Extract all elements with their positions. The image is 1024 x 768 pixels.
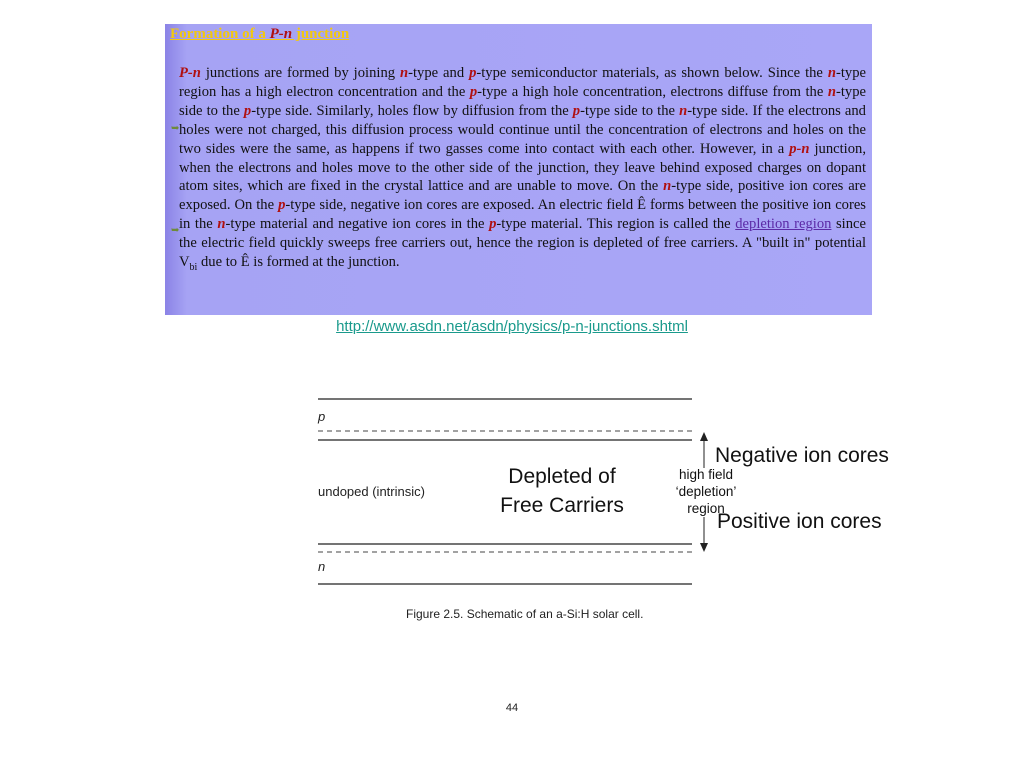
term-n: n: [663, 178, 672, 195]
term-p: p: [489, 216, 497, 233]
term-pn: p-n: [789, 140, 810, 157]
term-n: n: [679, 102, 688, 119]
panel-title-suffix: junction: [292, 26, 350, 42]
para-text: -type semiconductor materials, as shown below. Since the: [476, 65, 828, 81]
term-p: p: [469, 83, 478, 100]
term-n: n: [827, 65, 836, 81]
p-layer-label: p: [318, 409, 326, 424]
n-layer-label: n: [318, 559, 326, 574]
para-text: -type side to the: [580, 102, 680, 119]
term-n: n: [217, 216, 226, 233]
intrinsic-layer-label: undoped (intrinsic): [318, 484, 425, 499]
para-text: -type side, negative ion cores are exposed. An electric field Ê forms between the positive ion cores in the: [179, 197, 866, 233]
para-text: -type side. If the electrons and holes were not charged, this diffusion process would continue until the concentration of electrons and holes on the two sides were the same, as happens if two gasses come into contact with each other. However, in a: [179, 102, 866, 157]
negative-ion-cores-label: Negative ion cores: [715, 444, 889, 467]
subscript-bi: bi: [189, 261, 198, 273]
bullet-arrow-icon: ➥: [171, 123, 180, 134]
para-text: since the electric field quickly sweeps free carriers out, hence the region is depleted of free carriers. A "built in" potential V: [179, 216, 866, 271]
pn-junction-text-panel: [165, 24, 872, 315]
term-n: n: [399, 65, 409, 81]
term-p: p: [243, 102, 252, 119]
para-text: due to Ê is formed at the junction.: [197, 254, 400, 271]
high-field-line: region: [687, 501, 725, 516]
depleted-line: Depleted of: [508, 465, 616, 488]
para-text: junctions are formed by joining: [200, 65, 400, 81]
high-field-line: ‘depletion’: [675, 484, 737, 499]
panel-title: [170, 26, 349, 43]
figure-caption: Figure 2.5. Schematic of an a-Si:H solar cell.: [406, 607, 644, 621]
term-p: p: [572, 102, 581, 119]
para-text: -type material and negative ion cores in the: [225, 216, 490, 233]
para-text: -type side to the: [179, 83, 866, 119]
term-n: n: [827, 83, 836, 100]
bullet-arrow-icon: ➥: [171, 225, 180, 236]
source-link[interactable]: http://www.asdn.net/asdn/physics/p-n-junctions.shtml: [336, 318, 688, 335]
depleted-annotation: [472, 462, 652, 520]
term-p: p: [469, 65, 477, 81]
positive-ion-cores-label: Positive ion cores: [717, 510, 882, 533]
para-text: junction, when the electrons and holes move to the other side of the junction, they leave behind exposed charges on dopant atom sites, which are fixed in the crystal lattice and are unable to move. On the: [179, 140, 866, 195]
high-field-line: high field: [678, 467, 734, 482]
depletion-region-link[interactable]: depletion region: [735, 216, 832, 233]
para-text: -type side. Similarly, holes flow by diffusion from the: [251, 102, 573, 119]
panel-title-pn: P-n: [269, 26, 293, 42]
para-text: -type side, positive ion cores are exposed. On the: [179, 178, 867, 214]
para-text: -type material. This region is called the: [496, 216, 736, 233]
term-p: p: [278, 197, 286, 214]
para-text: -type and: [408, 65, 470, 81]
para-text: -type a high hole concentration, electrons diffuse from the: [477, 83, 828, 100]
page-number: 44: [505, 702, 519, 714]
depleted-line: Free Carriers: [500, 494, 624, 517]
term-pn: P-n: [179, 65, 201, 81]
panel-paragraph: [179, 64, 866, 272]
para-text: -type region has a high electron concentration and the: [179, 65, 866, 100]
panel-title-prefix: Formation of a: [170, 26, 270, 42]
